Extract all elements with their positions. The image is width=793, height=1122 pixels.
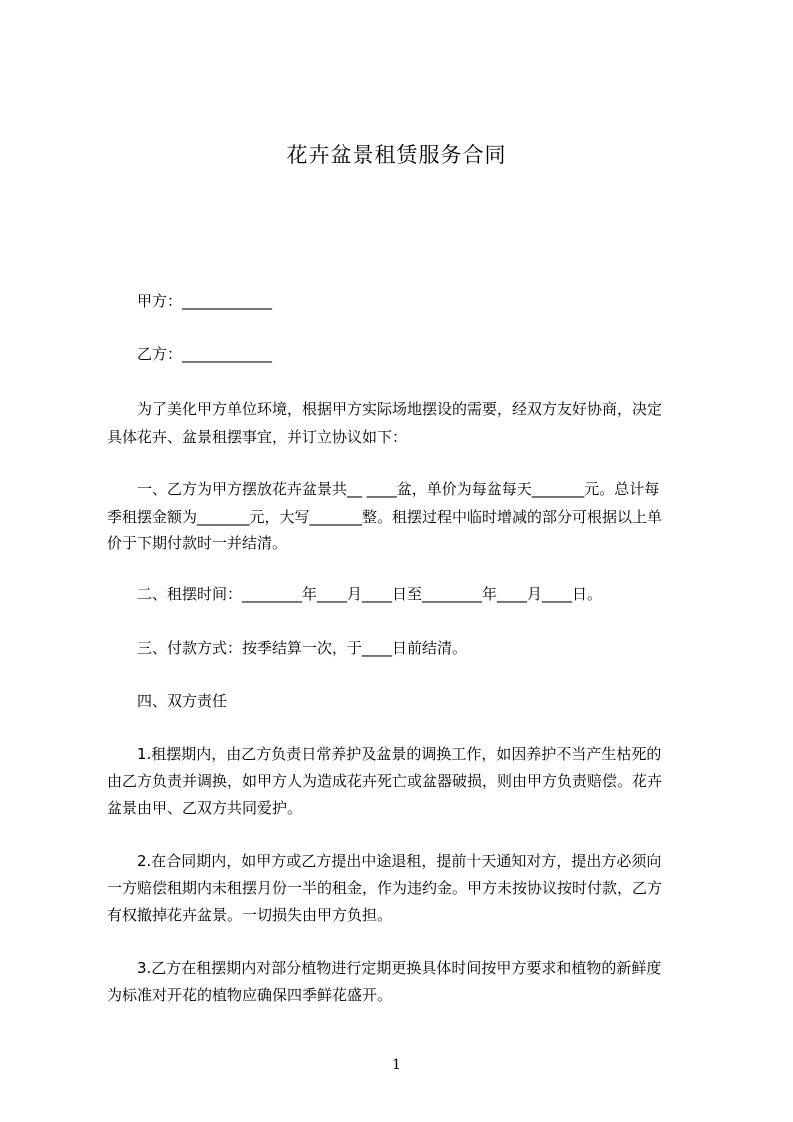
responsibility-1-line-2: 由乙方负责并调换，如甲方人为造成花卉死亡或盆器破损，则由甲方负责赔偿。花卉 bbox=[107, 772, 663, 790]
clause-1-line-2: 季租摆金额为_______元，大写_______整。租摆过程中临时增减的部分可根据以上单 bbox=[107, 508, 663, 526]
clause-2-line: 二、租摆时间：________年____月____日至________年____月____日。 bbox=[137, 585, 603, 603]
clause-3-line: 三、付款方式：按季结算一次，于____日前结清。 bbox=[137, 639, 468, 657]
responsibility-1-line-1: 1.租摆期内，由乙方负责日常养护及盆景的调换工作，如因养护不当产生枯死的 bbox=[137, 745, 662, 763]
responsibility-2-line-1: 2.在合同期内，如甲方或乙方提出中途退租，提前十天通知对方，提出方必须向 bbox=[137, 852, 662, 870]
document-title: 花卉盆景租赁服务合同 bbox=[286, 143, 507, 167]
clause-1-line-3: 价于下期付款时一并结清。 bbox=[107, 534, 288, 552]
clause-4-heading: 四、双方责任 bbox=[137, 692, 228, 710]
clause-1-line-1: 一、乙方为甲方摆放花卉盆景共__ ____盆，单价为每盆每天_______元。总计每 bbox=[137, 480, 660, 498]
party-b-line: 乙方：____________ bbox=[137, 345, 273, 363]
responsibility-2-line-2: 一方赔偿租期内未租摆月份一半的租金，作为违约金。甲方未按协议按时付款，乙方 bbox=[107, 879, 663, 897]
intro-line-2: 具体花卉、盆景租摆事宜，并订立协议如下： bbox=[107, 428, 408, 446]
responsibility-1-line-3: 盆景由甲、乙双方共同爱护。 bbox=[107, 799, 303, 817]
responsibility-3-line-1: 3.乙方在租摆期内对部分植物进行定期更换具体时间按甲方要求和植物的新鲜度 bbox=[137, 959, 662, 977]
page-number: 1 bbox=[392, 1057, 401, 1073]
party-a-line: 甲方：____________ bbox=[137, 292, 273, 310]
intro-line-1: 为了美化甲方单位环境，根据甲方实际场地摆设的需要，经双方友好协商，决定 bbox=[137, 400, 663, 418]
responsibility-3-line-2: 为标准对开花的植物应确保四季鲜花盛开。 bbox=[107, 986, 393, 1004]
responsibility-2-line-3: 有权撤掉花卉盆景。一切损失由甲方负担。 bbox=[107, 906, 393, 924]
